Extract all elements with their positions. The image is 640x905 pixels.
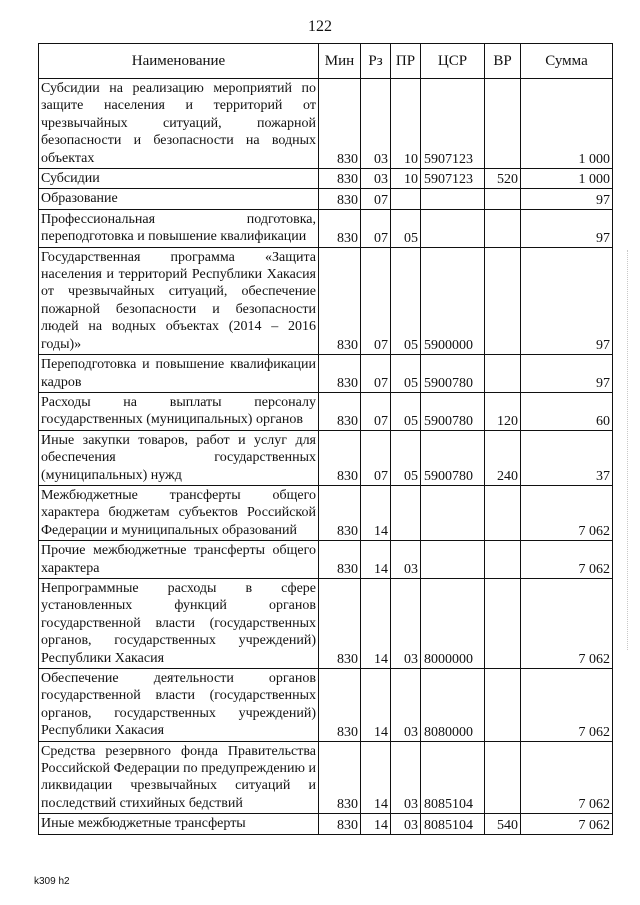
name-cell: Субсидии xyxy=(39,169,319,189)
min-cell: 830 xyxy=(319,169,361,189)
csr-cell: 5900000 xyxy=(421,247,485,354)
rz-cell: 14 xyxy=(361,814,391,834)
sum-cell: 1 000 xyxy=(521,79,613,169)
pr-cell xyxy=(391,189,421,209)
min-cell: 830 xyxy=(319,392,361,430)
min-cell: 830 xyxy=(319,189,361,209)
sum-cell: 7 062 xyxy=(521,741,613,814)
vr-cell xyxy=(485,355,521,393)
sum-cell: 1 000 xyxy=(521,169,613,189)
min-cell: 830 xyxy=(319,578,361,668)
name-cell: Прочие межбюджетные трансферты общего характера xyxy=(39,541,319,579)
pr-cell: 10 xyxy=(391,79,421,169)
sum-cell: 7 062 xyxy=(521,485,613,540)
csr-cell: 5907123 xyxy=(421,169,485,189)
rz-cell: 14 xyxy=(361,541,391,579)
table-row xyxy=(39,669,613,742)
rz-cell: 07 xyxy=(361,189,391,209)
name-cell: Переподготовка и повышение квалификации кадров xyxy=(39,355,319,393)
rz-cell: 07 xyxy=(361,430,391,485)
sum-cell: 7 062 xyxy=(521,814,613,834)
footer-code: k309 h2 xyxy=(34,876,70,887)
name-cell: Непрограммные расходы в сфере установленных функций органов государственной власти (государственных органов, государственных учреждений) Республики Хакасия xyxy=(39,578,319,668)
csr-cell xyxy=(421,189,485,209)
header-min: Мин xyxy=(319,44,361,79)
min-cell: 830 xyxy=(319,355,361,393)
table-row xyxy=(39,247,613,354)
rz-cell: 03 xyxy=(361,169,391,189)
header-csr: ЦСР xyxy=(421,44,485,79)
sum-cell: 97 xyxy=(521,209,613,247)
sum-cell: 7 062 xyxy=(521,578,613,668)
min-cell: 830 xyxy=(319,79,361,169)
vr-cell xyxy=(485,79,521,169)
name-cell: Иные межбюджетные трансферты xyxy=(39,814,319,834)
table-row xyxy=(39,814,613,834)
vr-cell: 120 xyxy=(485,392,521,430)
name-cell: Расходы на выплаты персоналу государственных (муниципальных) органов xyxy=(39,392,319,430)
name-cell: Средства резервного фонда Правительства Российской Федерации по предупреждению и ликвидации чрезвычайных ситуаций и последствий стихийных бедствий xyxy=(39,741,319,814)
csr-cell: 5907123 xyxy=(421,79,485,169)
margin-mark xyxy=(627,250,629,650)
name-cell: Межбюджетные трансферты общего характера бюджетам субъектов Российской Федерации и муниципальных образований xyxy=(39,485,319,540)
vr-cell xyxy=(485,189,521,209)
sum-cell: 97 xyxy=(521,355,613,393)
rz-cell: 07 xyxy=(361,209,391,247)
table-row xyxy=(39,578,613,668)
csr-cell xyxy=(421,541,485,579)
csr-cell xyxy=(421,485,485,540)
header-vr: ВР xyxy=(485,44,521,79)
pr-cell: 05 xyxy=(391,355,421,393)
sum-cell: 97 xyxy=(521,247,613,354)
table-row xyxy=(39,392,613,430)
rz-cell: 14 xyxy=(361,741,391,814)
min-cell: 830 xyxy=(319,669,361,742)
page-number: 122 xyxy=(308,18,332,35)
table-row xyxy=(39,355,613,393)
pr-cell: 05 xyxy=(391,247,421,354)
vr-cell xyxy=(485,578,521,668)
header-sum: Сумма xyxy=(521,44,613,79)
name-cell: Субсидии на реализацию мероприятий по защите населения и территорий от чрезвычайных ситуаций, пожарной безопасности и безопасности на водных объектах xyxy=(39,79,319,169)
rz-cell: 03 xyxy=(361,79,391,169)
vr-cell xyxy=(485,741,521,814)
sum-cell: 7 062 xyxy=(521,669,613,742)
table-row xyxy=(39,541,613,579)
vr-cell xyxy=(485,247,521,354)
table-header-row xyxy=(39,44,613,79)
header-name: Наименование xyxy=(39,44,319,79)
sum-cell: 60 xyxy=(521,392,613,430)
pr-cell: 03 xyxy=(391,669,421,742)
csr-cell: 5900780 xyxy=(421,392,485,430)
csr-cell: 8080000 xyxy=(421,669,485,742)
pr-cell xyxy=(391,485,421,540)
name-cell: Иные закупки товаров, работ и услуг для обеспечения государственных (муниципальных) нужд xyxy=(39,430,319,485)
pr-cell: 03 xyxy=(391,814,421,834)
pr-cell: 03 xyxy=(391,578,421,668)
min-cell: 830 xyxy=(319,209,361,247)
name-cell: Государственная программа «Защита населения и территорий Республики Хакасия от чрезвычайных ситуаций, обеспечение пожарной безопасности и безопасности людей на водных объектах (2014 – 2016 годы)» xyxy=(39,247,319,354)
name-cell: Профессиональная подготовка, переподготовка и повышение квалификации xyxy=(39,209,319,247)
name-cell: Обеспечение деятельности органов государственной власти (государственных органов, государственных учреждений) Республики Хакасия xyxy=(39,669,319,742)
table-row xyxy=(39,79,613,169)
rz-cell: 14 xyxy=(361,578,391,668)
min-cell: 830 xyxy=(319,485,361,540)
vr-cell: 540 xyxy=(485,814,521,834)
vr-cell xyxy=(485,669,521,742)
sum-cell: 37 xyxy=(521,430,613,485)
rz-cell: 14 xyxy=(361,485,391,540)
header-rz: Рз xyxy=(361,44,391,79)
pr-cell: 03 xyxy=(391,541,421,579)
table-row xyxy=(39,485,613,540)
min-cell: 830 xyxy=(319,741,361,814)
header-pr: ПР xyxy=(391,44,421,79)
min-cell: 830 xyxy=(319,247,361,354)
csr-cell: 8000000 xyxy=(421,578,485,668)
csr-cell: 8085104 xyxy=(421,814,485,834)
pr-cell: 05 xyxy=(391,430,421,485)
table-row xyxy=(39,430,613,485)
budget-table xyxy=(38,43,613,835)
vr-cell: 240 xyxy=(485,430,521,485)
min-cell: 830 xyxy=(319,430,361,485)
csr-cell: 5900780 xyxy=(421,355,485,393)
min-cell: 830 xyxy=(319,814,361,834)
table-row xyxy=(39,169,613,189)
pr-cell: 10 xyxy=(391,169,421,189)
csr-cell: 5900780 xyxy=(421,430,485,485)
name-cell: Образование xyxy=(39,189,319,209)
rz-cell: 07 xyxy=(361,392,391,430)
sum-cell: 7 062 xyxy=(521,541,613,579)
csr-cell xyxy=(421,209,485,247)
pr-cell: 05 xyxy=(391,392,421,430)
table-row xyxy=(39,189,613,209)
table-row xyxy=(39,209,613,247)
rz-cell: 14 xyxy=(361,669,391,742)
table-row xyxy=(39,741,613,814)
rz-cell: 07 xyxy=(361,247,391,354)
rz-cell: 07 xyxy=(361,355,391,393)
vr-cell: 520 xyxy=(485,169,521,189)
pr-cell: 03 xyxy=(391,741,421,814)
sum-cell: 97 xyxy=(521,189,613,209)
min-cell: 830 xyxy=(319,541,361,579)
pr-cell: 05 xyxy=(391,209,421,247)
vr-cell xyxy=(485,209,521,247)
vr-cell xyxy=(485,541,521,579)
vr-cell xyxy=(485,485,521,540)
csr-cell: 8085104 xyxy=(421,741,485,814)
